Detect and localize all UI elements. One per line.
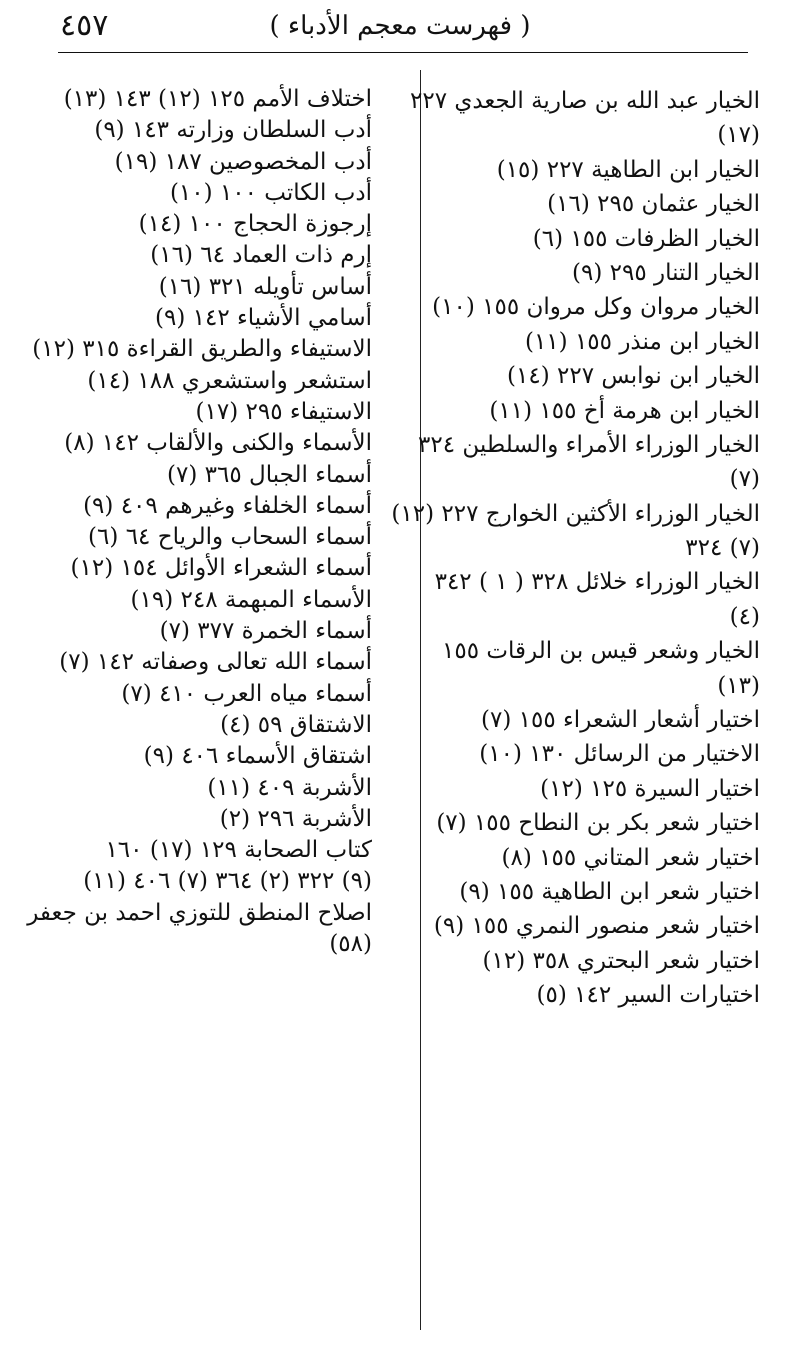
right-column-entry: الخيار مروان وكل مروان ١٥٥ (١٠) xyxy=(432,294,760,321)
left-column-entry: اشتقاق الأسماء ٤٠٦ (٩) xyxy=(143,743,372,770)
left-column-entry: أدب المخصوصين ١٨٧ (١٩) xyxy=(114,148,372,175)
left-column-entry: أسماء الشعراء الأوائل ١٥٤ (١٢) xyxy=(70,555,372,582)
right-column-entry: الخيار عبد الله بن صارية الجعدي ٢٢٧ xyxy=(409,88,760,114)
header-rule xyxy=(58,52,748,53)
left-column-entry: الأشربة ٤٠٩ (١١) xyxy=(207,774,372,801)
left-column-entry: (٥٨) xyxy=(329,931,372,958)
right-column-entry: الخيار ابن نوابس ٢٢٧ (١٤) xyxy=(507,363,760,390)
left-column-entry: أساس تأويله ٣٢١ (١٦) xyxy=(158,273,372,300)
left-column-entry: أسماء السحاب والرياح ٦٤ (٦) xyxy=(88,524,372,551)
right-column-index xyxy=(391,84,760,1013)
right-column-entry: الخيار ابن هرمة أخ ١٥٥ (١١) xyxy=(489,397,760,424)
right-column-entry: (٧) ٣٢٤ xyxy=(685,535,760,562)
page-number: ٤٥٧ xyxy=(60,8,109,43)
left-column-entry: أسامي الأشياء ١٤٢ (٩) xyxy=(154,305,372,332)
left-column-entry: أسماء مياه العرب ٤١٠ (٧) xyxy=(121,680,372,707)
right-column-entry: الخيار عثمان ٢٩٥ (١٦) xyxy=(547,191,760,218)
right-column-entry: اختيارات السير ١٤٢ (٥) xyxy=(536,982,760,1009)
left-column-entry: أسماء الخلفاء وغيرهم ٤٠٩ (٩) xyxy=(83,492,372,519)
left-column-entry: الأشربة ٢٩٦ (٢) xyxy=(219,805,372,832)
right-column-entry: اختيار شعر ابن الطاهية ١٥٥ (٩) xyxy=(459,878,760,905)
left-column-entry: إرجوزة الحجاج ١٠٠ (١٤) xyxy=(138,211,372,238)
left-column-entry: الأسماء والكنى والألقاب ١٤٢ (٨) xyxy=(64,430,372,457)
right-column-entry: الخيار الوزراء خلائل ٣٢٨ ( ١ ) ٣٤٢ xyxy=(434,569,760,596)
left-column-entry: أدب السلطان وزارته ١٤٣ (٩) xyxy=(94,117,372,144)
right-column-entry: (٧) xyxy=(729,466,760,493)
right-column-entry: الاختيار من الرسائل ١٣٠ (١٠) xyxy=(479,741,760,768)
running-title: ( فهرست معجم الأدباء ) xyxy=(269,11,531,41)
right-column-entry: (١٣) xyxy=(717,672,760,699)
right-column-entry: الخيار التنار ٢٩٥ (٩) xyxy=(571,259,760,286)
left-column-entry: الاستيفاء والطريق القراءة ٣١٥ (١٢) xyxy=(32,336,372,363)
right-column-entry: الخيار الوزراء الأكثين الخوارج ٢٢٧ (١٢) xyxy=(391,500,760,527)
left-column-entry: إرم ذات العماد ٦٤ (١٦) xyxy=(150,242,372,269)
right-column-entry: الخيار الظرفات ١٥٥ (٦) xyxy=(532,225,760,252)
right-column-entry: (١٧) xyxy=(717,122,760,149)
left-column-entry: أسماء الله تعالى وصفاته ١٤٢ (٧) xyxy=(59,649,372,676)
left-column-entry: الاستيفاء ٢٩٥ (١٧) xyxy=(195,398,372,425)
left-column-entry: الاشتقاق ٥٩ (٤) xyxy=(220,711,372,738)
left-column-entry: استشعر واستشعري ١٨٨ (١٤) xyxy=(87,367,372,394)
left-column-entry: (٩) ٣٢٢ (٢) ٣٦٤ (٧) ٤٠٦ (١١) xyxy=(83,868,372,895)
right-column-entry: اختيار أشعار الشعراء ١٥٥ (٧) xyxy=(480,707,760,734)
right-column-entry: اختيار شعر منصور النمري ١٥٥ (٩) xyxy=(433,913,760,940)
left-column-entry: اختلاف الأمم ١٢٥ (١٢) ١٤٣ (١٣) xyxy=(63,86,372,112)
left-column-entry: اصلاح المنطق للتوزي احمد بن جعفر xyxy=(27,899,372,926)
left-column-index xyxy=(27,84,372,960)
left-column-entry: أسماء الخمرة ٣٧٧ (٧) xyxy=(159,618,372,645)
right-column-entry: اختيار شعر البحتري ٣٥٨ (١٢) xyxy=(482,947,760,974)
right-column-entry: اختيار شعر المتاني ١٥٥ (٨) xyxy=(501,844,760,871)
right-column-entry: الخيار ابن الطاهية ٢٢٧ (١٥) xyxy=(496,156,760,183)
right-column-entry: الخيار وشعر قيس بن الرقات ١٥٥ xyxy=(442,638,760,665)
right-column-entry: الخيار ابن منذر ١٥٥ (١١) xyxy=(524,328,760,355)
right-column-entry: (٤) xyxy=(729,603,760,630)
left-column-entry: الأسماء المبهمة ٢٤٨ (١٩) xyxy=(130,586,372,613)
left-column-entry: أدب الكاتب ١٠٠ (١٠) xyxy=(169,179,372,206)
right-column-entry: اختيار شعر بكر بن النطاح ١٥٥ (٧) xyxy=(436,810,760,837)
right-column-entry: الخيار الوزراء الأمراء والسلطين ٣٢٤ xyxy=(418,431,760,458)
left-column-entry: كتاب الصحابة ١٢٩ (١٧) ١٦٠ xyxy=(105,837,372,864)
left-column-entry: أسماء الجبال ٣٦٥ (٧) xyxy=(166,461,372,488)
right-column-entry: اختيار السيرة ١٢٥ (١٢) xyxy=(540,775,760,802)
